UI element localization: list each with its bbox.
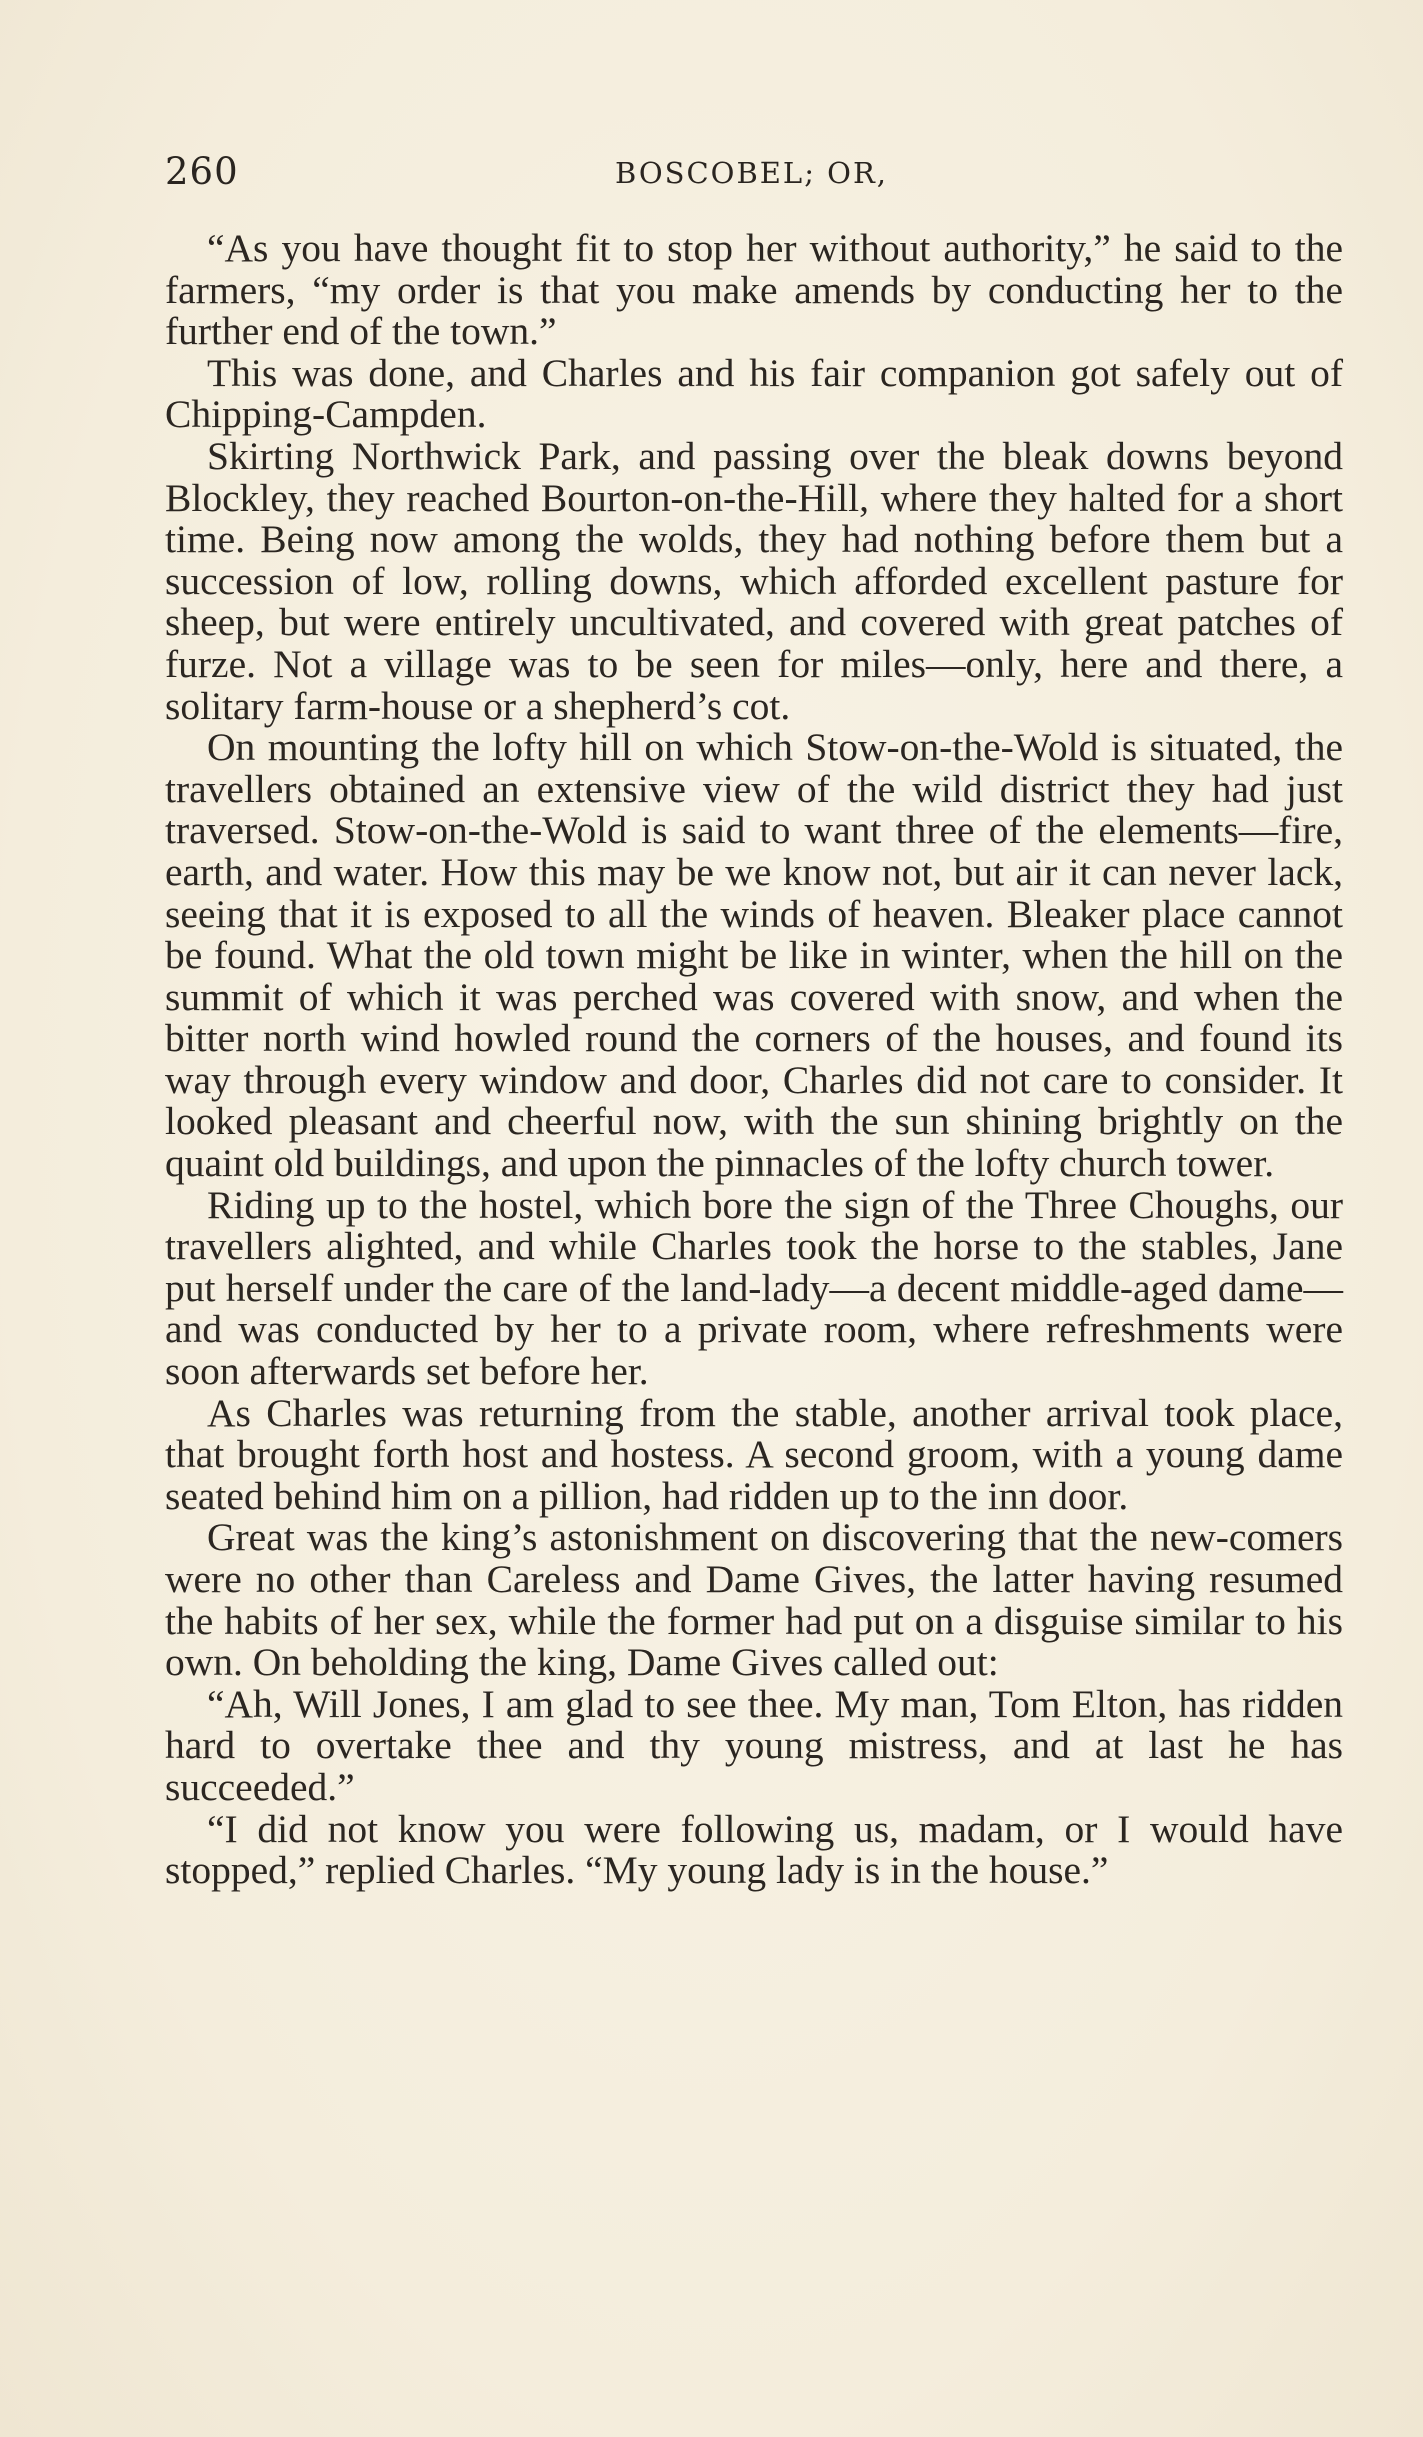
paragraph: Skirting Northwick Park, and passing over the bleak downs beyond Blockley, they reached Bourton-on-the-Hill, where they halted for a short time. Being now among the wolds, they had nothing before them but a succession of low, rolling downs, which afforded excellent pasture for sheep, but were entirely uncultivated, and covered with great patches of furze. Not a village was to be seen for miles—only, here and there, a solitary farm-house or a shepherd’s cot. <box>165 433 1343 728</box>
paragraph: “Ah, Will Jones, I am glad to see thee. My man, Tom Elton, has ridden hard to overtake thee and thy young mistress, and at last he has succeeded.” <box>165 1681 1343 1809</box>
paragraph: As Charles was returning from the stable, another arrival took place, that brought forth host and hostess. A second groom, with a young dame seated behind him on a pillion, had ridden up to the inn door. <box>165 1390 1343 1518</box>
paragraph: On mounting the lofty hill on which Stow-on-the-Wold is situated, the travellers obtained an extensive view of the wild district they had just traversed. Stow-on-the-Wold is said to want three of the elements—fire, earth, and water. How this may be we know not, but air it can never lack, seeing that it is exposed to all the winds of heaven. Bleaker place cannot be found. What the old town might be like in winter, when the hill on the summit of which it was perched was covered with snow, and when the bitter north wind howled round the corners of the houses, and found its way through every window and door, Charles did not care to consider. It looked pleasant and cheerful now, with the sun shining brightly on the quaint old buildings, and upon the pinnacles of the lofty church tower. <box>165 725 1343 1186</box>
paragraph: “I did not know you were following us, madam, or I would have stopped,” replied Charles. “My young lady is in the house.” <box>165 1806 1343 1893</box>
paragraph: This was done, and Charles and his fair companion got safely out of Chipping-Campden. <box>165 350 1343 437</box>
page-header <box>165 150 1345 200</box>
paragraph: Great was the king’s astonishment on discovering that the new-comers were no other than Careless and Dame Gives, the latter having resumed the habits of her sex, while the former had put on a disguise similar to his own. On beholding the king, Dame Gives called out: <box>165 1515 1343 1685</box>
running-title: BOSCOBEL; OR, <box>615 156 889 190</box>
page-number: 260 <box>165 150 239 193</box>
paragraph: “As you have thought fit to stop her without authority,” he said to the farmers, “my order is that you make amends by conducting her to the further end of the town.” <box>165 226 1343 354</box>
body-text <box>165 228 1343 1892</box>
paragraph: Riding up to the hostel, which bore the sign of the Three Choughs, our travellers alighted, and while Charles took the horse to the stables, Jane put herself under the care of the land-lady—a decent middle-aged dame—and was conducted by her to a private room, where refreshments were soon afterwards set before her. <box>165 1182 1343 1394</box>
